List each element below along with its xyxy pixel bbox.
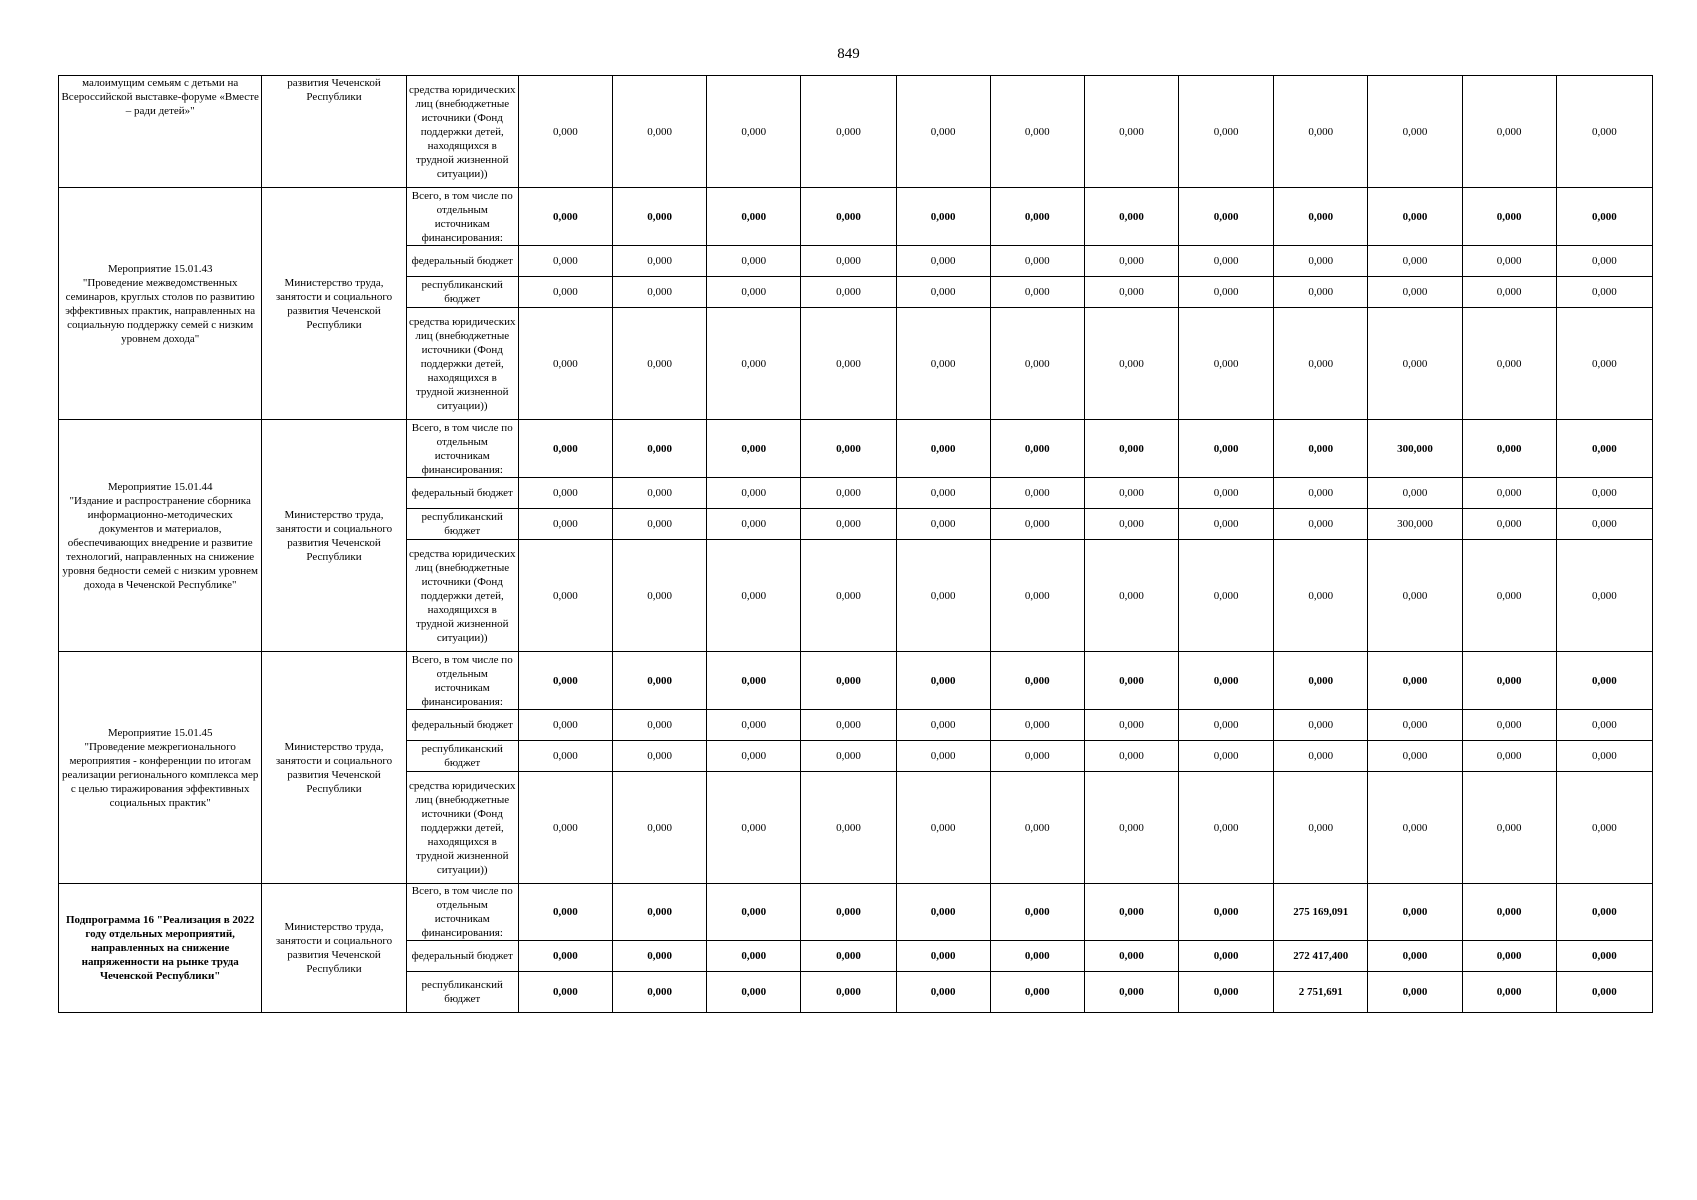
value-cell: 0,000 [1368, 76, 1462, 188]
event-number: Мероприятие 15.01.45 [107, 726, 213, 739]
value-cell: 0,000 [1084, 884, 1178, 941]
value-cell: 0,000 [707, 420, 801, 478]
funding-source-cell: республиканский бюджет [406, 972, 518, 1013]
value-cell: 0,000 [1179, 308, 1274, 420]
value-cell: 0,000 [1556, 772, 1652, 884]
value-cell: 0,000 [1179, 772, 1274, 884]
value-cell: 0,000 [1368, 710, 1462, 741]
value-cell: 0,000 [1084, 741, 1178, 772]
value-cell: 0,000 [1556, 246, 1652, 277]
value-cell: 0,000 [801, 308, 896, 420]
value-cell: 0,000 [518, 246, 612, 277]
funding-source-cell: Всего, в том числе по отдельным источникам финансирования: [406, 884, 518, 941]
value-cell: 0,000 [1462, 710, 1556, 741]
value-cell: 0,000 [518, 710, 612, 741]
value-cell: 0,000 [1084, 277, 1178, 308]
value-cell: 0,000 [1274, 772, 1368, 884]
value-cell: 0,000 [990, 741, 1084, 772]
value-cell: 0,000 [518, 478, 612, 509]
value-cell: 0,000 [707, 188, 801, 246]
value-cell: 0,000 [518, 652, 612, 710]
value-cell: 0,000 [613, 741, 707, 772]
value-cell: 0,000 [896, 710, 990, 741]
funding-source-cell: средства юридических лиц (внебюджетные источники (Фонд поддержки детей, находящихся в трудной жизненной ситуации)) [406, 76, 518, 188]
value-cell: 0,000 [1462, 540, 1556, 652]
value-cell: 0,000 [801, 884, 896, 941]
value-cell: 0,000 [707, 941, 801, 972]
value-cell: 0,000 [518, 972, 612, 1013]
value-cell: 0,000 [1556, 188, 1652, 246]
total-row [59, 884, 1653, 941]
value-cell: 0,000 [1179, 540, 1274, 652]
funding-source-cell: федеральный бюджет [406, 941, 518, 972]
value-cell: 0,000 [1274, 420, 1368, 478]
funding-source-cell: средства юридических лиц (внебюджетные источники (Фонд поддержки детей, находящихся в трудной жизненной ситуации)) [406, 308, 518, 420]
value-cell: 0,000 [707, 710, 801, 741]
value-cell: 0,000 [1274, 652, 1368, 710]
value-cell: 0,000 [1368, 972, 1462, 1013]
value-cell: 0,000 [801, 478, 896, 509]
value-cell: 0,000 [1462, 308, 1556, 420]
responsible-executor-cell: развития Чеченской Республики [262, 76, 406, 188]
value-cell: 0,000 [1556, 710, 1652, 741]
value-cell: 0,000 [518, 420, 612, 478]
value-cell: 0,000 [801, 652, 896, 710]
value-cell: 0,000 [1179, 741, 1274, 772]
value-cell: 0,000 [1368, 246, 1462, 277]
value-cell: 0,000 [707, 540, 801, 652]
value-cell: 0,000 [1368, 884, 1462, 941]
value-cell: 0,000 [518, 308, 612, 420]
value-cell: 0,000 [707, 741, 801, 772]
value-cell: 0,000 [1556, 420, 1652, 478]
value-cell: 0,000 [1274, 741, 1368, 772]
value-cell: 0,000 [896, 941, 990, 972]
value-cell: 0,000 [1368, 540, 1462, 652]
value-cell: 0,000 [1179, 76, 1274, 188]
total-row [59, 652, 1653, 710]
value-cell: 0,000 [1084, 308, 1178, 420]
value-cell: 0,000 [801, 941, 896, 972]
value-cell: 0,000 [896, 509, 990, 540]
value-cell: 0,000 [801, 277, 896, 308]
value-cell: 0,000 [1368, 652, 1462, 710]
value-cell: 0,000 [896, 478, 990, 509]
value-cell: 0,000 [1179, 652, 1274, 710]
value-cell: 0,000 [1084, 772, 1178, 884]
value-cell: 0,000 [707, 277, 801, 308]
value-cell: 0,000 [990, 941, 1084, 972]
event-cell [59, 420, 262, 652]
value-cell: 0,000 [1462, 772, 1556, 884]
total-row [59, 188, 1653, 246]
value-cell: 0,000 [1368, 277, 1462, 308]
value-cell: 0,000 [1179, 972, 1274, 1013]
value-cell: 0,000 [801, 420, 896, 478]
value-cell: 0,000 [1368, 741, 1462, 772]
responsible-executor-cell: Министерство труда, занятости и социального развития Чеченской Республики [262, 188, 406, 420]
value-cell: 0,000 [990, 188, 1084, 246]
value-cell: 0,000 [1084, 941, 1178, 972]
responsible-executor-cell: Министерство труда, занятости и социального развития Чеченской Республики [262, 884, 406, 1013]
value-cell: 0,000 [1556, 76, 1652, 188]
value-cell: 0,000 [896, 188, 990, 246]
event-title: "Проведение межрегионального мероприятия - конференции по итогам реализации регионального комплекса мер с целью тиражирования эффективных социальных практик" [61, 740, 259, 809]
value-cell: 0,000 [1556, 478, 1652, 509]
value-cell: 0,000 [1084, 540, 1178, 652]
value-cell: 0,000 [707, 478, 801, 509]
value-cell: 0,000 [896, 884, 990, 941]
value-cell: 0,000 [1179, 884, 1274, 941]
table-row [59, 76, 1653, 188]
value-cell: 0,000 [1179, 941, 1274, 972]
value-cell: 0,000 [896, 741, 990, 772]
value-cell: 0,000 [896, 972, 990, 1013]
value-cell: 0,000 [1084, 76, 1178, 188]
value-cell: 0,000 [1274, 76, 1368, 188]
funding-source-cell: средства юридических лиц (внебюджетные источники (Фонд поддержки детей, находящихся в трудной жизненной ситуации)) [406, 540, 518, 652]
value-cell: 0,000 [1274, 308, 1368, 420]
event-cell [59, 76, 262, 188]
value-cell: 0,000 [1179, 509, 1274, 540]
funding-source-cell: Всего, в том числе по отдельным источникам финансирования: [406, 188, 518, 246]
value-cell: 0,000 [613, 941, 707, 972]
funding-source-cell: Всего, в том числе по отдельным источникам финансирования: [406, 420, 518, 478]
value-cell: 0,000 [801, 246, 896, 277]
table-body [59, 76, 1653, 1013]
value-cell: 0,000 [1179, 420, 1274, 478]
value-cell: 0,000 [1462, 884, 1556, 941]
value-cell: 0,000 [1084, 509, 1178, 540]
value-cell: 0,000 [990, 710, 1084, 741]
funding-source-cell: Всего, в том числе по отдельным источникам финансирования: [406, 652, 518, 710]
value-cell: 0,000 [613, 509, 707, 540]
value-cell: 0,000 [896, 420, 990, 478]
value-cell: 0,000 [1274, 188, 1368, 246]
value-cell: 0,000 [990, 308, 1084, 420]
value-cell: 0,000 [1462, 652, 1556, 710]
value-cell: 0,000 [518, 884, 612, 941]
value-cell: 0,000 [990, 277, 1084, 308]
value-cell: 0,000 [1084, 246, 1178, 277]
value-cell: 0,000 [707, 76, 801, 188]
value-cell: 0,000 [801, 509, 896, 540]
value-cell: 0,000 [518, 540, 612, 652]
value-cell: 0,000 [1556, 884, 1652, 941]
value-cell: 0,000 [1274, 710, 1368, 741]
value-cell: 0,000 [613, 246, 707, 277]
total-row [59, 420, 1653, 478]
value-cell: 0,000 [518, 741, 612, 772]
value-cell: 0,000 [1084, 478, 1178, 509]
value-cell: 0,000 [990, 478, 1084, 509]
value-cell: 0,000 [613, 308, 707, 420]
value-cell: 0,000 [613, 277, 707, 308]
event-number: Мероприятие 15.01.43 [107, 262, 213, 275]
value-cell: 0,000 [1556, 308, 1652, 420]
page-number: 849 [837, 46, 860, 62]
value-cell: 0,000 [896, 652, 990, 710]
value-cell: 0,000 [1368, 772, 1462, 884]
value-cell: 0,000 [896, 277, 990, 308]
value-cell: 0,000 [1462, 509, 1556, 540]
value-cell: 300,000 [1368, 420, 1462, 478]
budget-table [58, 75, 1653, 1013]
value-cell: 0,000 [1084, 188, 1178, 246]
value-cell: 0,000 [518, 188, 612, 246]
value-cell: 0,000 [518, 772, 612, 884]
value-cell: 0,000 [990, 772, 1084, 884]
value-cell: 0,000 [1084, 972, 1178, 1013]
responsible-executor-cell: Министерство труда, занятости и социального развития Чеченской Республики [262, 652, 406, 884]
value-cell: 0,000 [1462, 76, 1556, 188]
value-cell: 0,000 [990, 972, 1084, 1013]
value-cell: 0,000 [707, 246, 801, 277]
value-cell: 0,000 [1556, 941, 1652, 972]
value-cell: 0,000 [990, 246, 1084, 277]
value-cell: 0,000 [990, 509, 1084, 540]
value-cell: 0,000 [518, 76, 612, 188]
value-cell: 0,000 [707, 509, 801, 540]
value-cell: 0,000 [1274, 540, 1368, 652]
value-cell: 0,000 [801, 540, 896, 652]
funding-source-cell: республиканский бюджет [406, 277, 518, 308]
value-cell: 0,000 [1556, 652, 1652, 710]
value-cell: 0,000 [1556, 509, 1652, 540]
value-cell: 0,000 [990, 652, 1084, 710]
event-cell [59, 884, 262, 1013]
value-cell: 0,000 [1179, 246, 1274, 277]
value-cell: 0,000 [1462, 478, 1556, 509]
value-cell: 300,000 [1368, 509, 1462, 540]
funding-source-cell: республиканский бюджет [406, 741, 518, 772]
value-cell: 0,000 [1462, 420, 1556, 478]
value-cell: 0,000 [1462, 277, 1556, 308]
value-cell: 0,000 [896, 308, 990, 420]
funding-source-cell: республиканский бюджет [406, 509, 518, 540]
value-cell: 0,000 [1462, 941, 1556, 972]
value-cell: 0,000 [896, 76, 990, 188]
value-cell: 0,000 [1556, 540, 1652, 652]
value-cell: 0,000 [613, 540, 707, 652]
value-cell: 0,000 [896, 772, 990, 884]
value-cell: 0,000 [1462, 741, 1556, 772]
responsible-executor-cell: Министерство труда, занятости и социального развития Чеченской Республики [262, 420, 406, 652]
value-cell: 0,000 [613, 772, 707, 884]
value-cell: 0,000 [896, 246, 990, 277]
value-cell: 0,000 [1179, 188, 1274, 246]
value-cell: 0,000 [1274, 509, 1368, 540]
value-cell: 0,000 [1462, 246, 1556, 277]
value-cell: 0,000 [990, 540, 1084, 652]
value-cell: 0,000 [896, 540, 990, 652]
value-cell: 0,000 [801, 188, 896, 246]
value-cell: 0,000 [707, 308, 801, 420]
value-cell: 0,000 [613, 972, 707, 1013]
value-cell: 0,000 [613, 710, 707, 741]
value-cell: 0,000 [801, 741, 896, 772]
event-cell [59, 652, 262, 884]
value-cell: 275 169,091 [1274, 884, 1368, 941]
value-cell: 0,000 [1179, 478, 1274, 509]
funding-source-cell: федеральный бюджет [406, 710, 518, 741]
value-cell: 0,000 [518, 277, 612, 308]
value-cell: 0,000 [707, 884, 801, 941]
value-cell: 0,000 [801, 710, 896, 741]
value-cell: 0,000 [613, 884, 707, 941]
value-cell: 0,000 [1084, 710, 1178, 741]
funding-source-cell: федеральный бюджет [406, 478, 518, 509]
value-cell: 0,000 [707, 772, 801, 884]
value-cell: 0,000 [1274, 246, 1368, 277]
value-cell: 0,000 [1179, 277, 1274, 308]
value-cell: 0,000 [613, 76, 707, 188]
event-number: Мероприятие 15.01.44 [107, 480, 213, 493]
value-cell: 0,000 [1462, 972, 1556, 1013]
value-cell: 0,000 [801, 772, 896, 884]
event-title: малоимущим семьям с детьми на Всероссийской выставке-форуме «Вместе – ради детей»" [61, 77, 259, 117]
value-cell: 0,000 [1556, 741, 1652, 772]
value-cell: 0,000 [613, 478, 707, 509]
funding-source-cell: федеральный бюджет [406, 246, 518, 277]
value-cell: 0,000 [613, 188, 707, 246]
value-cell: 0,000 [1179, 710, 1274, 741]
value-cell: 0,000 [1368, 941, 1462, 972]
value-cell: 0,000 [1368, 478, 1462, 509]
value-cell: 0,000 [518, 509, 612, 540]
value-cell: 0,000 [990, 76, 1084, 188]
value-cell: 0,000 [990, 420, 1084, 478]
value-cell: 272 417,400 [1274, 941, 1368, 972]
event-title: "Издание и распространение сборника информационно-методических документов и материалов, обеспечивающих внедрение и развитие технологий, направленных на снижение уровня бедности семей с низким уровнем дохода в Чеченской Республике" [62, 494, 259, 591]
value-cell: 0,000 [707, 652, 801, 710]
value-cell: 0,000 [1556, 277, 1652, 308]
value-cell: 0,000 [1274, 478, 1368, 509]
event-title: "Проведение межведомственных семинаров, круглых столов по развитию эффективных практик, направленных на социальную поддержку семей с низким уровнем дохода" [65, 276, 256, 345]
event-cell [59, 188, 262, 420]
value-cell: 2 751,691 [1274, 972, 1368, 1013]
value-cell: 0,000 [518, 941, 612, 972]
value-cell: 0,000 [1084, 420, 1178, 478]
value-cell: 0,000 [1084, 652, 1178, 710]
value-cell: 0,000 [801, 972, 896, 1013]
value-cell: 0,000 [707, 972, 801, 1013]
event-title: Подпрограмма 16 "Реализация в 2022 году отдельных мероприятий, направленных на снижение напряженности на рынке труда Чеченской Республики" [65, 914, 255, 982]
value-cell: 0,000 [613, 652, 707, 710]
value-cell: 0,000 [1368, 188, 1462, 246]
value-cell: 0,000 [1462, 188, 1556, 246]
value-cell: 0,000 [990, 884, 1084, 941]
value-cell: 0,000 [1274, 277, 1368, 308]
value-cell: 0,000 [613, 420, 707, 478]
value-cell: 0,000 [1556, 972, 1652, 1013]
funding-source-cell: средства юридических лиц (внебюджетные источники (Фонд поддержки детей, находящихся в трудной жизненной ситуации)) [406, 772, 518, 884]
value-cell: 0,000 [801, 76, 896, 188]
value-cell: 0,000 [1368, 308, 1462, 420]
